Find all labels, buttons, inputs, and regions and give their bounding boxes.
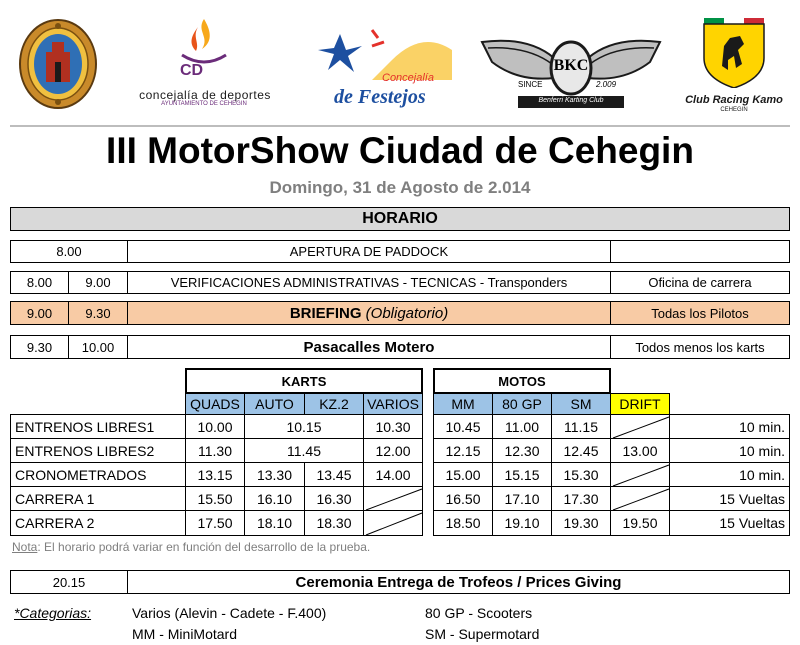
briefing-label-bold: BRIEFING: [289, 304, 362, 322]
crono-mm: 15.00: [433, 462, 493, 487]
crono-quads: 13.15: [185, 462, 245, 487]
bkc-initials-text: BKC: [553, 57, 589, 74]
carrera2-duration: 15 Vueltas: [669, 510, 790, 536]
festejos-concejalia-text: Concejalía: [382, 72, 434, 84]
col-kz2: KZ.2: [304, 393, 364, 415]
crono-80gp: 15.15: [492, 462, 552, 487]
ceremony-label: Ceremonia Entrega de Trofeos / Prices Giving: [127, 570, 790, 594]
verificaciones-end: 9.00: [68, 271, 128, 294]
col-auto: AUTO: [244, 393, 305, 415]
page-title: III MotorShow Ciudad de Cehegin: [106, 130, 694, 171]
club-racing-kamo-logo: [678, 16, 790, 114]
empty-slash-icon: [611, 487, 671, 512]
libres1-sm: 11.15: [551, 414, 611, 439]
verificaciones-label: VERIFICACIONES ADMINISTRATIVAS - TECNICAS - Transponders: [127, 271, 611, 294]
carrera2-mm: 18.50: [433, 510, 493, 536]
libres1-mm: 10.45: [433, 414, 493, 439]
carrera1-varios-empty: [363, 486, 423, 511]
row-label-cronometrados: CRONOMETRADOS: [10, 462, 186, 487]
note-text: : El horario podrá variar en función del desarrollo de la prueba.: [37, 540, 371, 554]
col-80gp: 80 GP: [492, 393, 552, 415]
svg-text:CD: CD: [180, 62, 204, 77]
libres2-drift: 13.00: [610, 438, 670, 463]
bkc-year-text: 2.009: [596, 80, 617, 89]
empty-slash-icon: [364, 487, 424, 512]
motos-header: MOTOS: [433, 368, 611, 394]
pasacalles-note: Todos menos los karts: [610, 335, 790, 359]
header-divider: [10, 125, 790, 127]
libres1-auto-kz2: 10.15: [244, 414, 364, 439]
carrera1-mm: 16.50: [433, 486, 493, 511]
ceremony-time: 20.15: [10, 570, 128, 594]
col-sm: SM: [551, 393, 611, 415]
libres1-drift-empty: [610, 414, 670, 439]
pasacalles-start: 9.30: [10, 335, 69, 359]
carrera2-kz2: 18.30: [304, 510, 364, 536]
libres2-auto-kz2: 11.45: [244, 438, 364, 463]
libres1-quads: 10.00: [185, 414, 245, 439]
bkc-sub-text: Benferri Karting Club: [538, 97, 604, 104]
verificaciones-start: 8.00: [10, 271, 69, 294]
briefing-label-italic: (Obligatorio): [365, 304, 449, 322]
schedule-note: [12, 540, 712, 554]
libres2-duration: 10 min.: [669, 438, 790, 463]
horario-header: HORARIO: [10, 207, 790, 231]
bkc-club-logo: [478, 22, 664, 108]
libres2-mm: 12.15: [433, 438, 493, 463]
cehegin-coat-of-arms-logo: [18, 18, 98, 110]
briefing-end: 9.30: [68, 301, 128, 325]
col-quads: QUADS: [185, 393, 245, 415]
carrera2-80gp: 19.10: [492, 510, 552, 536]
row-label-carrera2: CARRERA 2: [10, 510, 186, 536]
carrera2-sm: 19.30: [551, 510, 611, 536]
bkc-since-text: SINCE: [518, 80, 543, 89]
pasacalles-label: Pasacalles Motero: [127, 335, 611, 359]
row-label-carrera1: CARRERA 1: [10, 486, 186, 511]
categories-label: *Categorias:: [14, 605, 92, 621]
carrera1-sm: 17.30: [551, 486, 611, 511]
category-mm: MM - MiniMotard: [132, 626, 238, 642]
briefing-note: Todas los Pilotos: [610, 301, 790, 325]
crono-sm: 15.30: [551, 462, 611, 487]
festejos-main-text: de Festejos: [334, 86, 426, 108]
col-mm: MM: [433, 393, 493, 415]
crono-kz2: 13.45: [304, 462, 364, 487]
category-varios: Varios (Alevin - Cadete - F.400): [132, 605, 327, 621]
empty-slash-icon: [364, 511, 424, 537]
page-subtitle: Domingo, 31 de Agosto de 2.014: [269, 178, 531, 197]
libres2-80gp: 12.30: [492, 438, 552, 463]
carrera1-80gp: 17.10: [492, 486, 552, 511]
carrera2-quads: 17.50: [185, 510, 245, 536]
empty-slash-icon: [611, 415, 671, 440]
briefing-label: [127, 301, 611, 325]
row-label-libres1: ENTRENOS LIBRES1: [10, 414, 186, 439]
libres2-quads: 11.30: [185, 438, 245, 463]
carrera2-varios-empty: [363, 510, 423, 536]
concejalia-festejos-logo: [312, 20, 462, 112]
libres1-duration: 10 min.: [669, 414, 790, 439]
kamo-sub-text: CEHEGIN: [720, 107, 748, 113]
ayuntamiento-text: AYUNTAMIENTO DE CEHEGIN: [161, 101, 247, 107]
empty-slash-icon: [611, 463, 671, 488]
carrera2-auto: 18.10: [244, 510, 305, 536]
crono-varios: 14.00: [363, 462, 423, 487]
row-label-libres2: ENTRENOS LIBRES2: [10, 438, 186, 463]
note-label: Nota: [12, 540, 38, 554]
paddock-note: [610, 240, 790, 263]
crono-auto: 13.30: [244, 462, 305, 487]
carrera1-quads: 15.50: [185, 486, 245, 511]
verificaciones-note: Oficina de carrera: [610, 271, 790, 294]
category-sm: SM - Supermotard: [425, 626, 540, 642]
crono-drift-empty: [610, 462, 670, 487]
col-drift: DRIFT: [610, 393, 670, 415]
briefing-start: 9.00: [10, 301, 69, 325]
carrera1-kz2: 16.30: [304, 486, 364, 511]
crono-duration: 10 min.: [669, 462, 790, 487]
carrera1-auto: 16.10: [244, 486, 305, 511]
carrera2-drift: 19.50: [610, 510, 670, 536]
carrera1-duration: 15 Vueltas: [669, 486, 790, 511]
pasacalles-end: 10.00: [68, 335, 128, 359]
paddock-label: APERTURA DE PADDOCK: [127, 240, 611, 263]
concejalia-deportes-logo: [118, 15, 290, 110]
kamo-name-text: Club Racing Kamo: [685, 94, 783, 106]
concejalia-deportes-text: concejalía de deportes: [139, 88, 271, 102]
paddock-time: 8.00: [10, 240, 128, 263]
libres2-sm: 12.45: [551, 438, 611, 463]
carrera1-drift-empty: [610, 486, 670, 511]
col-varios: VARIOS: [363, 393, 423, 415]
libres1-varios: 10.30: [363, 414, 423, 439]
libres2-varios: 12.00: [363, 438, 423, 463]
karts-header: KARTS: [185, 368, 423, 394]
category-80gp: 80 GP - Scooters: [425, 605, 533, 621]
libres1-80gp: 11.00: [492, 414, 552, 439]
